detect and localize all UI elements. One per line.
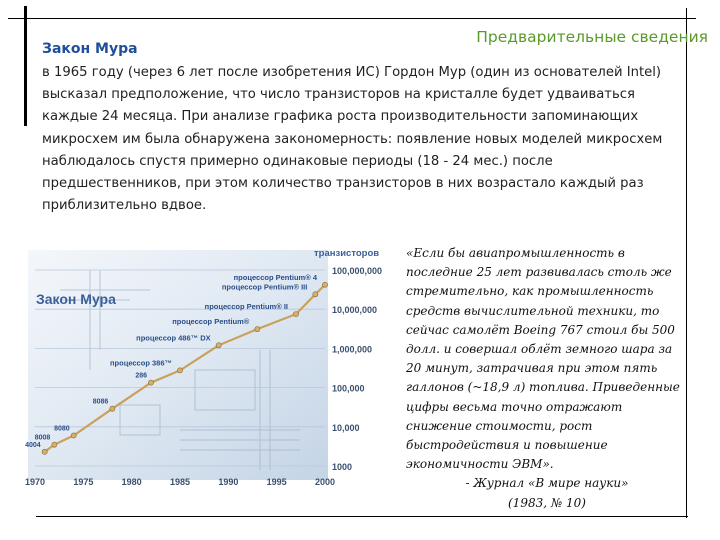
quote-block bbox=[406, 244, 688, 513]
quote-source: - Журнал «В мире науки» bbox=[465, 476, 629, 491]
point-label: 8080 bbox=[54, 425, 70, 433]
quote-text: «Если бы авиапромышленность в последние 25 лет развивалась столь же стремительно, как промышленность средств вычислительной техники, то сейчас самолёт Boeing 767 стоил бы 500 долл. и совершал облёт земного шара за 20 минут, затрачивая при этом пять галлонов (~18,9 л) топлива. Приведенные цифры весьма точно отражают снижение стоимости, рост быстродействия и повышение экономичности ЭВМ». bbox=[406, 246, 680, 472]
point-label: 8086 bbox=[92, 398, 109, 406]
x-tick-label: 1980 bbox=[121, 477, 142, 487]
data-point bbox=[148, 380, 153, 385]
point-label: 4004 bbox=[25, 441, 41, 449]
data-point bbox=[322, 282, 327, 287]
data-point bbox=[216, 343, 221, 348]
point-label: процессор Pentium® II bbox=[204, 302, 288, 312]
x-tick-label: 1975 bbox=[73, 477, 94, 487]
data-point bbox=[313, 292, 318, 297]
y-tick-label: 1,000,000 bbox=[332, 344, 373, 355]
data-point bbox=[42, 449, 47, 454]
x-tick-label: 1990 bbox=[218, 477, 239, 487]
point-label: процессор Pentium® 4 bbox=[233, 272, 317, 282]
x-tick-label: 1995 bbox=[266, 477, 287, 487]
x-tick-label: 1985 bbox=[169, 477, 191, 487]
point-label: процессор Pentium® III bbox=[221, 282, 308, 292]
x-tick-label: 2000 bbox=[314, 477, 336, 487]
data-point bbox=[177, 368, 182, 373]
point-label: процессор 386™ bbox=[110, 358, 172, 368]
moores-law-chart-svg bbox=[0, 230, 400, 530]
frame-horizontal-top bbox=[8, 18, 696, 19]
y-tick-label: 100,000,000 bbox=[332, 266, 383, 276]
data-point bbox=[110, 406, 115, 411]
frame-vertical-left bbox=[24, 6, 27, 126]
point-label: процессор 486™ DX bbox=[136, 333, 211, 343]
point-label: 8008 bbox=[34, 434, 51, 442]
data-point bbox=[52, 442, 57, 447]
y-tick-label: 10,000,000 bbox=[332, 305, 378, 316]
quote-year: (1983, № 10) bbox=[508, 495, 586, 510]
point-label: 286 bbox=[135, 372, 147, 380]
y-tick-label: 10,000 bbox=[332, 422, 360, 433]
data-point bbox=[71, 433, 76, 438]
y-tick-label: 1000 bbox=[332, 462, 353, 472]
intro-paragraph: в 1965 году (через 6 лет после изобретения ИС) Гордон Мур (один из основателей Intel) высказал предположение, что число транзисторов на кристалле будет удваиваться каждые 24 месяца. При анализе графика роста производительности запоминающих микросхем им была обнаружена закономерность: появление новых моделей микросхем наблюдалось спустя примерно одинаковые периоды (18 - 24 мес.) после предшественников, при этом количество транзисторов в них возрастало каждый раз приблизительно вдвое. bbox=[42, 65, 663, 214]
x-tick-label: 1970 bbox=[24, 477, 46, 487]
data-point bbox=[293, 311, 298, 316]
moores-law-chart bbox=[0, 230, 400, 530]
y-axis-label: транзисторов bbox=[314, 248, 380, 259]
data-point bbox=[255, 327, 260, 332]
chart-title: Закон Мура bbox=[36, 291, 116, 307]
point-label: процессор Pentium® bbox=[172, 317, 250, 327]
page-heading: Закон Мура bbox=[42, 41, 138, 57]
y-tick-label: 100,000 bbox=[332, 383, 365, 394]
section-title: Предварительные сведения bbox=[476, 28, 708, 46]
